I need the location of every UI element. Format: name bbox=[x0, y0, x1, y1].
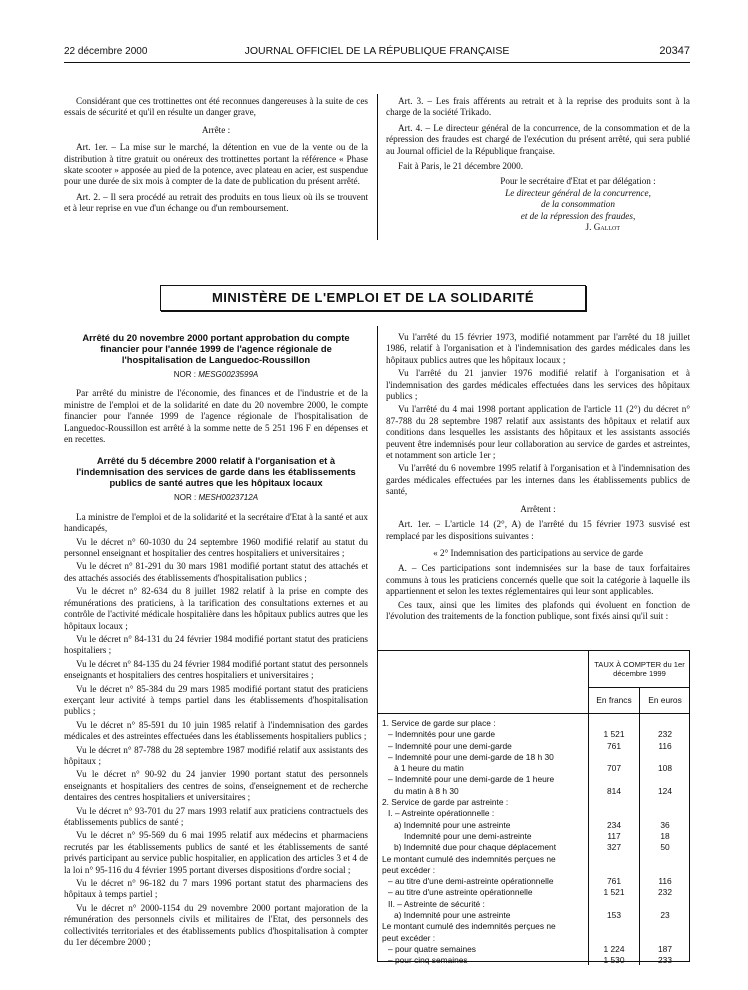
table-row bbox=[378, 875, 690, 886]
table-row bbox=[378, 784, 690, 795]
table-cell-label: – Indemnité pour une demi-garde bbox=[378, 739, 589, 750]
paragraph: Vu le décret n° 82-634 du 8 juillet 1982 relatif à la prise en compte des rémunérations des praticiens, à la tarification des consultations externes et au contrôle de l'activité médicale hospitalière dans les hôpitaux publics autres que les hôpitaux locaux ; bbox=[64, 586, 368, 631]
ministry-banner: MINISTÈRE DE L'EMPLOI ET DE LA SOLIDARITÉ bbox=[160, 285, 586, 311]
table-row bbox=[378, 886, 690, 897]
table-cell-euros: 50 bbox=[660, 842, 670, 853]
table-cell-label: II. – Astreinte de sécurité : bbox=[378, 897, 589, 908]
table-cell-euros bbox=[640, 864, 691, 875]
table-cell-euros: 116 bbox=[658, 876, 672, 887]
paragraph: Fait à Paris, le 21 décembre 2000. bbox=[398, 161, 524, 172]
paragraph: Vu le décret n° 87-788 du 28 septembre 1987 modifié relatif aux assistants des hôpitaux ; bbox=[64, 744, 368, 766]
paragraph: Art. 3. – Les frais afférents au retrait et à la reprise des produits sont à la charge de la société Trikado. bbox=[386, 96, 690, 118]
table-row bbox=[378, 864, 690, 875]
table-header-blank bbox=[378, 687, 589, 713]
table-cell-euros: 108 bbox=[658, 763, 672, 774]
paragraph: Vu le décret n° 96-182 du 7 mars 1996 portant statut des pharmaciens des hôpitaux à temps partiel ; bbox=[64, 878, 368, 900]
table-cell-francs: 1 530 bbox=[589, 954, 640, 965]
table-cell-euros: 36 bbox=[660, 819, 670, 830]
paragraph: Vu le décret n° 2000-1154 du 29 novembre 2000 portant majoration de la rémunération des personnels civils et militaires de l'Etat, des personnels des collectivités territoriales et des établissements publics d'hospitalisation à compter du 1er décembre 2000 ; bbox=[64, 902, 368, 948]
table-cell-label: peut excéder : bbox=[378, 931, 589, 942]
table-cell-label: – au titre d'une astreinte opérationnelle bbox=[378, 886, 589, 897]
table-cell-francs bbox=[589, 920, 640, 931]
table-header-euros: En euros bbox=[640, 687, 691, 713]
paragraph: La ministre de l'emploi et de la solidarité et la secrétaire d'Etat à la santé et aux handicapés, bbox=[64, 511, 368, 534]
table-cell-francs: 117 bbox=[589, 830, 640, 841]
table-cell-label: a) Indemnité pour une astreinte bbox=[378, 909, 589, 920]
paragraph: Vu l'arrêté du 15 février 1973, modifié notamment par l'arrêté du 18 juillet 1986, relatif à l'organisation et à l'indemnisation des gardes médicales dans les hôpitaux publics autres que les hôpitaux locaux ; bbox=[386, 332, 690, 365]
table-cell-francs bbox=[589, 864, 640, 875]
signature-line: de la consommation bbox=[540, 199, 615, 210]
table-cell-euros: 23 bbox=[660, 910, 670, 921]
table-row bbox=[378, 728, 690, 739]
paragraph: Vu l'arrêté du 6 novembre 1995 relatif à l'organisation et à l'indemnisation des gardes médicales effectuées par les internes dans les établissements publics de santé, bbox=[386, 463, 690, 497]
table-cell-label: à 1 heure du matin bbox=[378, 762, 589, 773]
paragraph: Art. 1er. – La mise sur le marché, la détention en vue de la vente ou de la distribution à titre gratuit ou onéreux des trottinettes portant la référence « Phase skate scooter » apposée au pied de la potence, avec plateau en acier, est suspendue pour une durée de six mois à compter de la date de publication du présent arrêté. bbox=[64, 142, 368, 187]
nor-label: NOR : bbox=[173, 370, 196, 379]
table-cell-euros bbox=[640, 807, 691, 818]
paragraph: Art. 1er. – L'article 14 (2°, A) de l'arrêté du 15 février 1973 susvisé est remplacé par les dispositions suivantes : bbox=[386, 519, 690, 541]
table-row bbox=[378, 796, 690, 807]
table-cell-francs bbox=[589, 897, 640, 908]
table-row bbox=[378, 751, 690, 762]
table-cell-label: Le montant cumulé des indemnités perçues ne bbox=[378, 852, 589, 863]
table-row bbox=[378, 713, 690, 728]
table-cell-label: 1. Service de garde sur place : bbox=[378, 713, 589, 728]
table-cell-label: – au titre d'une demi-astreinte opérationnelle bbox=[378, 875, 589, 886]
paragraph: Arrêtent : bbox=[520, 503, 556, 514]
table-cell-label: I. – Astreinte opérationnelle : bbox=[378, 807, 589, 818]
table-cell-euros bbox=[640, 713, 691, 728]
header-rule bbox=[64, 62, 690, 63]
table-cell-label: – Indemnité pour une demi-garde de 1 heure bbox=[378, 773, 589, 784]
table-row bbox=[378, 818, 690, 829]
table-cell-label: – Indemnités pour une garde bbox=[378, 728, 589, 739]
table-cell-francs bbox=[589, 773, 640, 784]
table-cell-euros: 116 bbox=[658, 740, 672, 751]
table-cell-francs: 761 bbox=[589, 875, 640, 886]
table-cell-francs bbox=[589, 751, 640, 762]
paragraph: Vu le décret n° 95-569 du 6 mai 1995 relatif aux médecins et pharmaciens recrutés par les établissements publics de santé et les établissements de santé privés participant au service public hospitalier, en application des articles 3 et 4 de la loi n° 95-116 du 4 février 1995 portant diverses dispositions d'ordre social ; bbox=[64, 830, 368, 875]
table-cell-euros bbox=[640, 773, 691, 784]
header-date: 22 décembre 2000 bbox=[64, 46, 148, 57]
signature-line: Le directeur général de la concurrence, bbox=[505, 187, 651, 198]
table-header-blank bbox=[378, 651, 589, 687]
paragraph: Vu le décret n° 60-1030 du 24 septembre 1960 modifié relatif au statut du personnel enseignant et hospitalier des centres hospitaliers et universitaires ; bbox=[64, 536, 368, 559]
top-right-column bbox=[386, 96, 690, 233]
table-cell-francs: 1 521 bbox=[589, 728, 640, 739]
table-cell-francs: 153 bbox=[589, 909, 640, 920]
table-row bbox=[378, 739, 690, 750]
signature-line: et de la répression des fraudes, bbox=[520, 210, 636, 221]
table-cell-euros bbox=[640, 852, 691, 863]
table-cell-francs bbox=[589, 796, 640, 807]
table-cell-euros bbox=[640, 751, 691, 762]
table-cell-label: a) Indemnité pour une astreinte bbox=[378, 818, 589, 829]
arrete-title: Arrêté du 20 novembre 2000 portant approbation du compte financier pour l'année 1999 de l'agence régionale de l'hospitalisation de Languedoc-Roussillon bbox=[82, 332, 350, 365]
paragraph: Arrête : bbox=[201, 124, 231, 135]
paragraph: « 2° Indemnisation des participations au service de garde bbox=[433, 547, 643, 558]
table-cell-francs: 761 bbox=[589, 739, 640, 750]
table-cell-label: b) Indemnité due pour chaque déplacement bbox=[378, 841, 589, 852]
signature-line: Pour le secrétaire d'Etat et par délégation : bbox=[500, 176, 656, 187]
table-cell-euros bbox=[640, 796, 691, 807]
table-row bbox=[378, 807, 690, 818]
paragraph: Ces taux, ainsi que les limites des plafonds qui évoluent en fonction de l'évolution des traitements de la fonction publique, sont fixés ainsi qu'il suit : bbox=[386, 599, 690, 621]
table-row bbox=[378, 954, 690, 965]
header-page-number: 20347 bbox=[659, 45, 690, 57]
table-cell-euros: 187 bbox=[658, 943, 672, 954]
nor-reference bbox=[64, 492, 368, 503]
paragraph: Considérant que ces trottinettes ont été reconnues dangereuses à la suite de ces essais de sécurité et qu'il en résulte un danger grave, bbox=[64, 96, 368, 118]
table-cell-euros bbox=[640, 920, 691, 931]
paragraph: Vu l'arrêté du 21 janvier 1976 modifié relatif à l'organisation et à l'indemnisation des gardes médicales effectuées dans les services des hôpitaux publics ; bbox=[386, 368, 690, 402]
paragraph: Par arrêté du ministre de l'économie, des finances et de l'industrie et de la ministre de l'emploi et de la solidarité en date du 20 novembre 2000, le compte financier pour l'année 1999 de l'agence régionale de l'hospitalisation de Languedoc-Roussillon est arrêté à la somme nette de 5 251 196 F en dépenses et en recettes. bbox=[64, 388, 368, 445]
table-cell-francs: 707 bbox=[589, 762, 640, 773]
table-row bbox=[378, 762, 690, 773]
rates-table-body bbox=[378, 713, 690, 965]
table-cell-euros: 232 bbox=[658, 887, 672, 898]
table-cell-francs: 1 521 bbox=[589, 886, 640, 897]
table-cell-euros: 233 bbox=[658, 955, 672, 966]
table-cell-label: Le montant cumulé des indemnités perçues ne bbox=[378, 920, 589, 931]
nor-label: NOR : bbox=[173, 493, 197, 503]
paragraph: Vu le décret n° 81-291 du 30 mars 1981 modifié portant statut des attachés et des attachés associés des établissements d'hospitalisation publics ; bbox=[64, 561, 368, 583]
paragraph: Art. 4. – Le directeur général de la concurrence, de la consommation et de la répression des fraudes est chargé de l'exécution du présent arrêté, qui sera publié au Journal officiel de la République française. bbox=[386, 122, 690, 156]
table-cell-francs: 814 bbox=[589, 784, 640, 795]
column-divider-top bbox=[377, 94, 378, 240]
table-cell-euros: 18 bbox=[660, 830, 670, 841]
table-cell-euros: 124 bbox=[658, 785, 672, 796]
top-left-column bbox=[64, 96, 368, 217]
table-row bbox=[378, 773, 690, 784]
paragraph: Art. 2. – Il sera procédé au retrait des produits en tous lieux où ils se trouvent et à leur reprise en vue d'un échange ou d'un remboursement. bbox=[64, 191, 368, 214]
table-cell-euros: 232 bbox=[658, 729, 672, 740]
paragraph: A. – Ces participations sont indemnisées sur la base de taux forfaitaires communs à tous les praticiens concernés quelle que soit la catégorie à laquelle ils appartiennent et selon les textes réglementaires qui leur sont applicables. bbox=[386, 563, 690, 597]
table-cell-francs bbox=[589, 852, 640, 863]
nor-reference bbox=[64, 369, 368, 380]
table-row bbox=[378, 852, 690, 863]
paragraph: Vu le décret n° 84-135 du 24 février 1984 modifié portant statut des personnels enseignants et hospitaliers des centres hospitaliers et universitaires ; bbox=[64, 658, 368, 681]
table-row bbox=[378, 931, 690, 942]
table-cell-label: 2. Service de garde par astreinte : bbox=[378, 796, 589, 807]
paragraph: Vu le décret n° 85-591 du 10 juin 1985 relatif à l'indemnisation des gardes médicales et des astreintes effectuées dans les établissements hospitaliers publics ; bbox=[64, 719, 368, 742]
table-cell-label: – pour cinq semaines bbox=[378, 954, 589, 965]
table-row bbox=[378, 897, 690, 908]
paragraph: Vu le décret n° 90-92 du 24 janvier 1990 portant statut des personnels enseignants et hospitaliers des centres de soins, d'enseignement et de recherche dentaires des centres hospitaliers et universitaires ; bbox=[64, 769, 368, 803]
table-cell-francs: 1 224 bbox=[589, 943, 640, 954]
table-row bbox=[378, 909, 690, 920]
table-cell-francs bbox=[589, 931, 640, 942]
table-cell-francs bbox=[589, 807, 640, 818]
table-cell-euros bbox=[640, 897, 691, 908]
table-cell-label: – Indemnité pour une demi-garde de 18 h 30 bbox=[378, 751, 589, 762]
table-cell-francs: 234 bbox=[589, 818, 640, 829]
table-row bbox=[378, 830, 690, 841]
table-cell-francs: 327 bbox=[589, 841, 640, 852]
header-journal-title: JOURNAL OFFICIEL DE LA RÉPUBLIQUE FRANÇAISE bbox=[244, 45, 510, 57]
table-cell-label: peut excéder : bbox=[378, 864, 589, 875]
page-header bbox=[64, 44, 690, 60]
paragraph: Vu le décret n° 85-384 du 29 mars 1985 modifié portant statut des praticiens exerçant leur activité à temps partiel dans les établissements d'hospitalisation publics ; bbox=[64, 683, 368, 717]
paragraph: Vu le décret n° 93-701 du 27 mars 1993 relatif aux praticiens contractuels des établissements publics de santé ; bbox=[64, 805, 368, 827]
table-row bbox=[378, 943, 690, 954]
table-row bbox=[378, 841, 690, 852]
table-cell-label: du matin à 8 h 30 bbox=[378, 784, 589, 795]
bottom-left-column bbox=[64, 332, 368, 950]
table-row bbox=[378, 920, 690, 931]
table-header-rate: TAUX À COMPTER du 1er décembre 1999 bbox=[589, 651, 691, 687]
bottom-right-column bbox=[386, 332, 690, 624]
paragraph: Vu le décret n° 84-131 du 24 février 1984 modifié portant statut des praticiens hospitaliers ; bbox=[64, 633, 368, 656]
table-cell-label: – pour quatre semaines bbox=[378, 943, 589, 954]
signatory-name: J. Gallot bbox=[585, 222, 620, 233]
table-cell-francs bbox=[589, 713, 640, 728]
nor-code: MESH0023712A bbox=[198, 493, 259, 503]
table-header-francs: En francs bbox=[589, 687, 640, 713]
rates-table bbox=[378, 651, 690, 965]
table-cell-euros bbox=[640, 931, 691, 942]
nor-code: MESG0023599A bbox=[198, 370, 259, 379]
table-cell-label: Indemnité pour une demi-astreinte bbox=[378, 830, 589, 841]
paragraph: Vu l'arrêté du 4 mai 1998 portant application de l'article 11 (2°) du décret n° 87-788 du 28 septembre 1987 relatif aux assistants des hôpitaux et relatif aux conditions dans lesquelles les assistants des hôpitaux et les assistants associés peuvent être indemnisés pour leur collaboration au service de gardes et astreintes, et notamment son article 1er ; bbox=[386, 404, 690, 461]
arrete-title: Arrêté du 5 décembre 2000 relatif à l'organisation et à l'indemnisation des services de garde dans les établissements publics de santé autres que les hôpitaux locaux bbox=[76, 455, 356, 489]
